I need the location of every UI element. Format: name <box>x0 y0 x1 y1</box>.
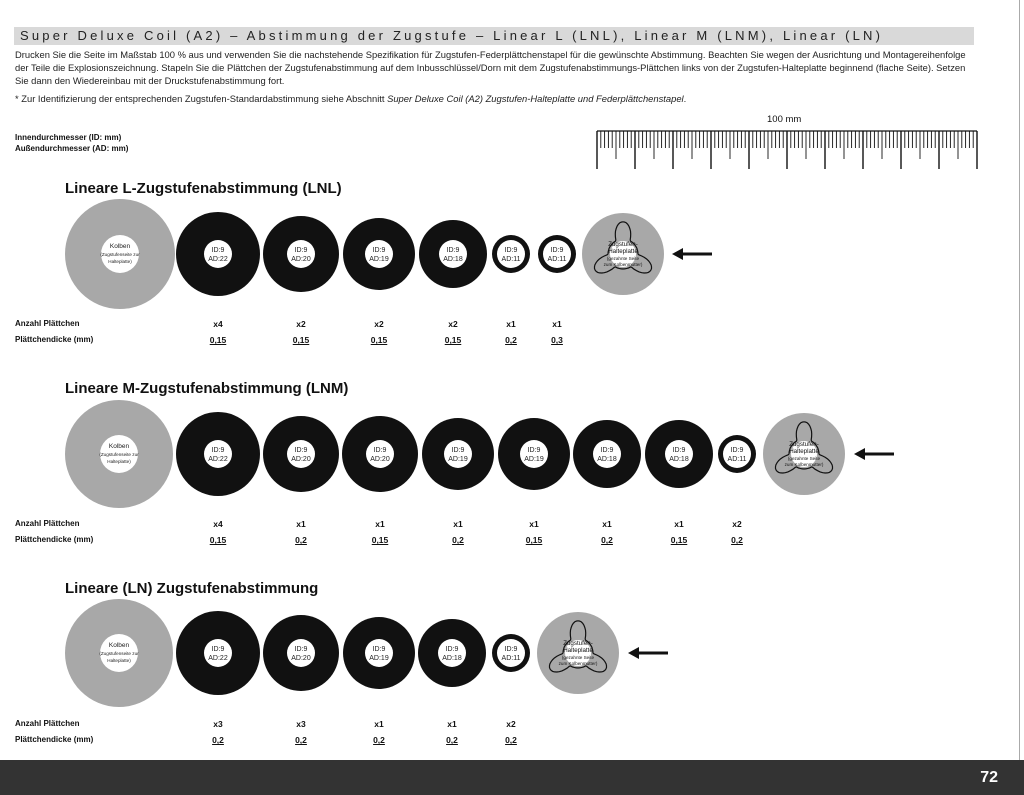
arrow-icon <box>854 448 894 460</box>
shim-id-label: ID:9 <box>294 447 308 454</box>
count-label-lnm: Anzahl Plättchen <box>15 519 80 528</box>
shim-thickness: 0,15 <box>444 335 462 345</box>
rebound-retainer-plate <box>763 413 845 495</box>
plate-label: zum Kolbenmutter) <box>603 262 643 267</box>
shim-thickness: 0,15 <box>209 335 227 345</box>
shim-count: x1 <box>375 519 385 529</box>
shim-stack-ln <box>0 598 1024 708</box>
shim-id-label: ID:9 <box>730 447 744 454</box>
thickness-label-ln: Plättchendicke (mm) <box>15 735 94 744</box>
shim-count: x1 <box>447 719 457 729</box>
shim-bore <box>543 240 571 268</box>
shim-od-label: AD:20 <box>291 456 311 463</box>
shim-thickness: 0,2 <box>601 535 613 545</box>
shim-od-label: AD:19 <box>448 456 468 463</box>
shim-bore <box>204 639 232 667</box>
shim-bore <box>520 440 548 468</box>
piston-label: (Zugstufenseite zur <box>100 252 140 257</box>
shim-od-label: AD:18 <box>669 456 689 463</box>
shim-thickness: 0,2 <box>505 735 517 745</box>
shim-7 <box>645 420 713 488</box>
shim-bore <box>439 240 467 268</box>
shim-id-label: ID:9 <box>600 447 614 454</box>
shim-od-label: AD:11 <box>501 655 521 662</box>
piston-label: (Zugstufenseite zur <box>99 452 139 457</box>
piston-label: Kolben <box>108 443 130 450</box>
section-title-ln: Lineare (LN) Zugstufenabstimmung <box>65 580 319 597</box>
scale-ruler <box>595 128 980 172</box>
piston-label: (Zugstufenseite zur <box>99 651 139 656</box>
shim-id-label: ID:9 <box>527 447 541 454</box>
shim-bore <box>723 440 751 468</box>
note-suffix: . <box>683 93 687 104</box>
piston <box>65 400 173 508</box>
shim-bore <box>365 240 393 268</box>
page-title: Super Deluxe Coil (A2) – Abstimmung der Zugstufe – Linear L (LNL), Linear M (LNM), Linear (LN) <box>20 28 884 43</box>
shim-thickness: 0,2 <box>446 735 458 745</box>
shim-thickness: 0,2 <box>505 335 517 345</box>
shim-id-label: ID:9 <box>446 247 460 254</box>
shim-3 <box>343 218 415 290</box>
shim-bore <box>593 440 621 468</box>
shim-od-label: AD:20 <box>291 256 311 263</box>
piston <box>65 599 173 707</box>
shim-od-label: AD:11 <box>547 256 567 263</box>
shim-od-label: AD:20 <box>370 456 390 463</box>
shim-id-label: ID:9 <box>504 247 518 254</box>
shim-od-label: AD:18 <box>443 256 463 263</box>
page-edge-line <box>1019 0 1020 760</box>
plate-label: zum Kolbenmutter) <box>558 661 598 666</box>
shim-6 <box>538 235 576 273</box>
inner-diameter-label: Innendurchmesser (ID: mm) <box>15 133 122 142</box>
shim-1 <box>176 611 260 695</box>
count-label-ln: Anzahl Plättchen <box>15 719 80 728</box>
plate-label: (gezahnte Seite <box>606 256 640 261</box>
rebound-retainer-plate <box>582 213 664 295</box>
shim-count: x1 <box>529 519 539 529</box>
shim-thickness: 0,2 <box>452 535 464 545</box>
shim-id-label: ID:9 <box>550 247 564 254</box>
shim-od-label: AD:22 <box>208 256 228 263</box>
shim-id-label: ID:9 <box>445 646 459 653</box>
shim-count: x4 <box>213 519 223 529</box>
shim-id-label: ID:9 <box>294 247 308 254</box>
shim-bore <box>204 240 232 268</box>
shim-4 <box>418 619 486 687</box>
shim-od-label: AD:22 <box>208 655 228 662</box>
shim-8 <box>718 435 756 473</box>
shim-bore <box>497 639 525 667</box>
plate-label: Halteplatte <box>789 448 819 455</box>
arrow-icon <box>672 248 712 260</box>
shim-2 <box>263 615 339 691</box>
plate-label: Halteplatte <box>608 248 638 255</box>
shim-thickness: 0,2 <box>731 535 743 545</box>
shim-bore <box>497 240 525 268</box>
shim-thickness: 0,2 <box>295 735 307 745</box>
thickness-label-lnl: Plättchendicke (mm) <box>15 335 94 344</box>
arrow-icon <box>628 647 668 659</box>
piston-label: Halteplatte) <box>107 658 131 663</box>
shim-count: x1 <box>374 719 384 729</box>
plate-label: Zugstufen- <box>608 241 638 248</box>
count-label-lnl: Anzahl Plättchen <box>15 319 80 328</box>
shim-od-label: AD:18 <box>442 655 462 662</box>
shim-od-label: AD:19 <box>524 456 544 463</box>
shim-1 <box>176 212 260 296</box>
shim-count: x2 <box>732 519 742 529</box>
shim-count: x2 <box>506 719 516 729</box>
shim-count: x1 <box>453 519 463 529</box>
intro-paragraph: Drucken Sie die Seite im Maßstab 100 % aus und verwenden Sie die nachstehende Spezifikation für Zugstufen-Federplättchenstapel für die gewünschte Abstimmung. Beachten Sie wegen der Ausrichtung und Montagereihenfolge der Teile die Explosionszeichnung. Stapeln Sie die Plättchen der Zugstufenabstimmung auf dem Inbusschlüssel/Dorn mit dem Zugstufenabstimmungs-Plättchen links von der Zugstufen-Halteplatte beginnend (flache Seite). Setzen Sie dann den Wiedereinbau mit der Druckstufenabstimmung fort. <box>15 49 966 86</box>
shim-3 <box>342 416 418 492</box>
piston-label: Halteplatte) <box>108 259 132 264</box>
plate-label: zum Kolbenmutter) <box>784 462 824 467</box>
plate-label: (gezahnte Seite <box>787 456 821 461</box>
shim-3 <box>343 617 415 689</box>
page-footer <box>0 760 1024 795</box>
shim-count: x1 <box>552 319 562 329</box>
shim-od-label: AD:22 <box>208 456 228 463</box>
shim-od-label: AD:11 <box>727 456 747 463</box>
shim-count: x3 <box>296 719 306 729</box>
piston-label: Kolben <box>108 642 130 649</box>
shim-od-label: AD:19 <box>369 655 389 662</box>
shim-id-label: ID:9 <box>372 646 386 653</box>
reference-note <box>15 93 975 104</box>
shim-id-label: ID:9 <box>373 447 387 454</box>
shim-thickness: 0,2 <box>295 535 307 545</box>
shim-bore <box>366 440 394 468</box>
arrow-head <box>672 248 683 260</box>
shim-id-label: ID:9 <box>504 646 518 653</box>
shim-2 <box>263 216 339 292</box>
shim-count: x1 <box>506 319 516 329</box>
shim-id-label: ID:9 <box>372 247 386 254</box>
shim-id-label: ID:9 <box>211 447 225 454</box>
shim-6 <box>573 420 641 488</box>
shim-bore <box>287 440 315 468</box>
shim-thickness: 0,15 <box>371 535 389 545</box>
plate-label: Halteplatte <box>563 647 593 654</box>
shim-5 <box>492 634 530 672</box>
arrow-head <box>628 647 639 659</box>
shim-count: x2 <box>296 319 306 329</box>
shim-count: x2 <box>448 319 458 329</box>
shim-thickness: 0,15 <box>525 535 543 545</box>
shim-stack-lnm <box>0 399 1024 509</box>
page-number: 72 <box>980 769 998 786</box>
shim-bore <box>287 240 315 268</box>
shim-count: x2 <box>374 319 384 329</box>
shim-count: x1 <box>602 519 612 529</box>
shim-count: x1 <box>296 519 306 529</box>
shim-id-label: ID:9 <box>211 247 225 254</box>
shim-count: x3 <box>213 719 223 729</box>
arrow-head <box>854 448 865 460</box>
shim-5 <box>498 418 570 490</box>
shim-4 <box>419 220 487 288</box>
shim-thickness: 0,2 <box>212 735 224 745</box>
shim-od-label: AD:20 <box>291 655 311 662</box>
shim-5 <box>492 235 530 273</box>
shim-od-label: AD:11 <box>501 256 521 263</box>
shim-bore <box>444 440 472 468</box>
shim-bore <box>287 639 315 667</box>
shim-thickness: 0,15 <box>370 335 388 345</box>
shim-thickness: 0,15 <box>209 535 227 545</box>
shim-4 <box>422 418 494 490</box>
shim-2 <box>263 416 339 492</box>
piston-label: Halteplatte) <box>107 459 131 464</box>
shim-thickness: 0,2 <box>373 735 385 745</box>
piston <box>65 199 175 309</box>
shim-count: x4 <box>213 319 223 329</box>
shim-1 <box>176 412 260 496</box>
section-title-lnm: Lineare M-Zugstufenabstimmung (LNM) <box>65 380 349 397</box>
plate-label: Zugstufen- <box>563 640 593 647</box>
plate-label: (gezahnte Seite <box>561 655 595 660</box>
shim-id-label: ID:9 <box>211 646 225 653</box>
note-prefix: * Zur Identifizierung der entsprechenden Zugstufen-Standardabstimmung siehe Abschnitt <box>15 93 388 104</box>
shim-id-label: ID:9 <box>294 646 308 653</box>
plate-label: Zugstufen- <box>789 441 819 448</box>
outer-diameter-label: Außendurchmesser (AD: mm) <box>15 144 129 153</box>
piston-label: Kolben <box>109 243 131 250</box>
shim-bore <box>365 639 393 667</box>
note-reference: Super Deluxe Coil (A2) Zugstufen-Halteplatte und Federplättchenstapel <box>387 93 684 104</box>
shim-id-label: ID:9 <box>451 447 465 454</box>
shim-bore <box>204 440 232 468</box>
shim-thickness: 0,3 <box>551 335 563 345</box>
shim-id-label: ID:9 <box>672 447 686 454</box>
shim-count: x1 <box>674 519 684 529</box>
shim-bore <box>665 440 693 468</box>
ruler-label: 100 mm <box>767 114 802 125</box>
shim-od-label: AD:18 <box>597 456 617 463</box>
shim-thickness: 0,15 <box>292 335 310 345</box>
thickness-label-lnm: Plättchendicke (mm) <box>15 535 94 544</box>
shim-od-label: AD:19 <box>369 256 389 263</box>
shim-stack-lnl <box>0 197 1024 307</box>
shim-thickness: 0,15 <box>670 535 688 545</box>
shim-bore <box>438 639 466 667</box>
rebound-retainer-plate <box>537 612 619 694</box>
section-title-lnl: Lineare L-Zugstufenabstimmung (LNL) <box>65 180 342 197</box>
